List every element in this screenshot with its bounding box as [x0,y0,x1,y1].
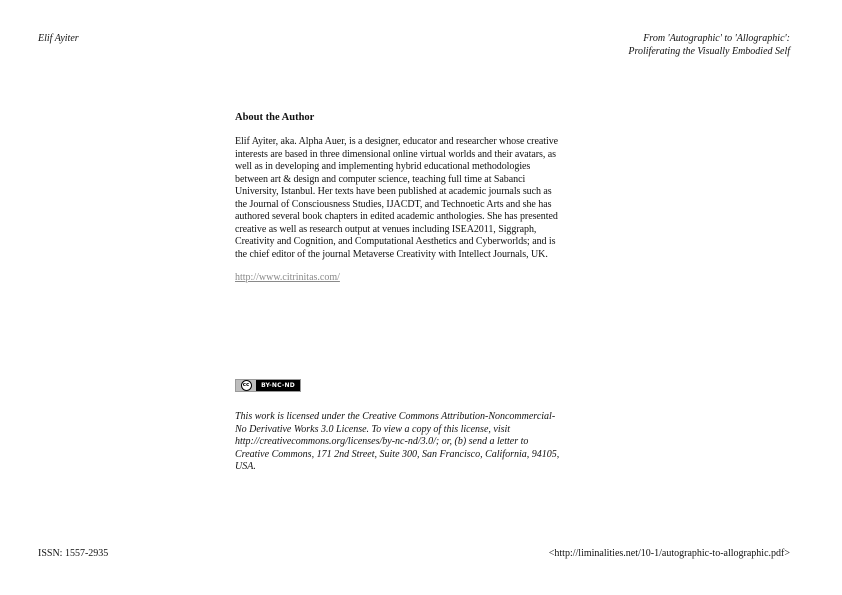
running-header-title-line: Proliferating the Visually Embodied Self [628,45,790,57]
author-website-link[interactable]: http://www.citrinitas.com/ [235,272,340,283]
bio-line: University, Istanbul. Her texts have been published at academic journals such as [235,186,552,197]
bio-line: well as in developing and implementing hybrid educational methodologies [235,161,531,172]
bio-line: the Journal of Consciousness Studies, IJACDT, and Technoetic Arts and she has [235,198,552,210]
section-heading: About the Author [235,112,315,123]
running-header-title-line: From 'Autographic' to 'Allographic': [643,33,790,44]
bio-line: authored several book chapters in edited academic anthologies. She has presented [235,211,558,222]
bio-line: between art & design and computer science, teaching full time at Sabanci [235,173,526,185]
creative-commons-icon: cc [241,380,252,391]
footer-issn: ISSN: 1557-2935 [38,548,109,559]
cc-license-badge[interactable] [235,379,301,392]
bio-line: the chief editor of the journal Metaverse Creativity with Intellect Journals, UK. [235,248,548,260]
license-line: No Derivative Works 3.0 License. To view a copy of this license, visit [235,423,511,435]
running-header-title [628,33,790,58]
license-line: This work is licensed under the Creative Commons Attribution-Noncommercial- [235,411,556,422]
license-line: Creative Commons, 171 2nd Street, Suite 300, San Francisco, California, 94105, [235,448,560,460]
bio-line: interests are based in three dimensional online virtual worlds and their avatars, as [235,148,556,160]
footer-url: <http://liminalities.net/10-1/autographic-to-allographic.pdf> [548,548,790,559]
cc-badge-left [236,380,256,391]
bio-line: creative as well as research output at venues including ISEA2011, Siggraph, [235,223,537,235]
bio-line: Creativity and Cognition, and Computational Aesthetics and Cyberworlds; and is [235,236,556,247]
author-bio [235,136,595,261]
about-author-section [235,111,595,285]
cc-badge-label: BY-NC-ND [261,382,295,389]
running-header-author: Elif Ayiter [38,33,79,44]
license-line: http://creativecommons.org/licenses/by-nc-nd/3.0/; or, (b) send a letter to [235,436,529,447]
license-statement [235,411,605,474]
license-line: USA. [235,461,256,472]
bio-line: Elif Ayiter, aka. Alpha Auer, is a designer, educator and researcher whose creative [235,136,559,147]
